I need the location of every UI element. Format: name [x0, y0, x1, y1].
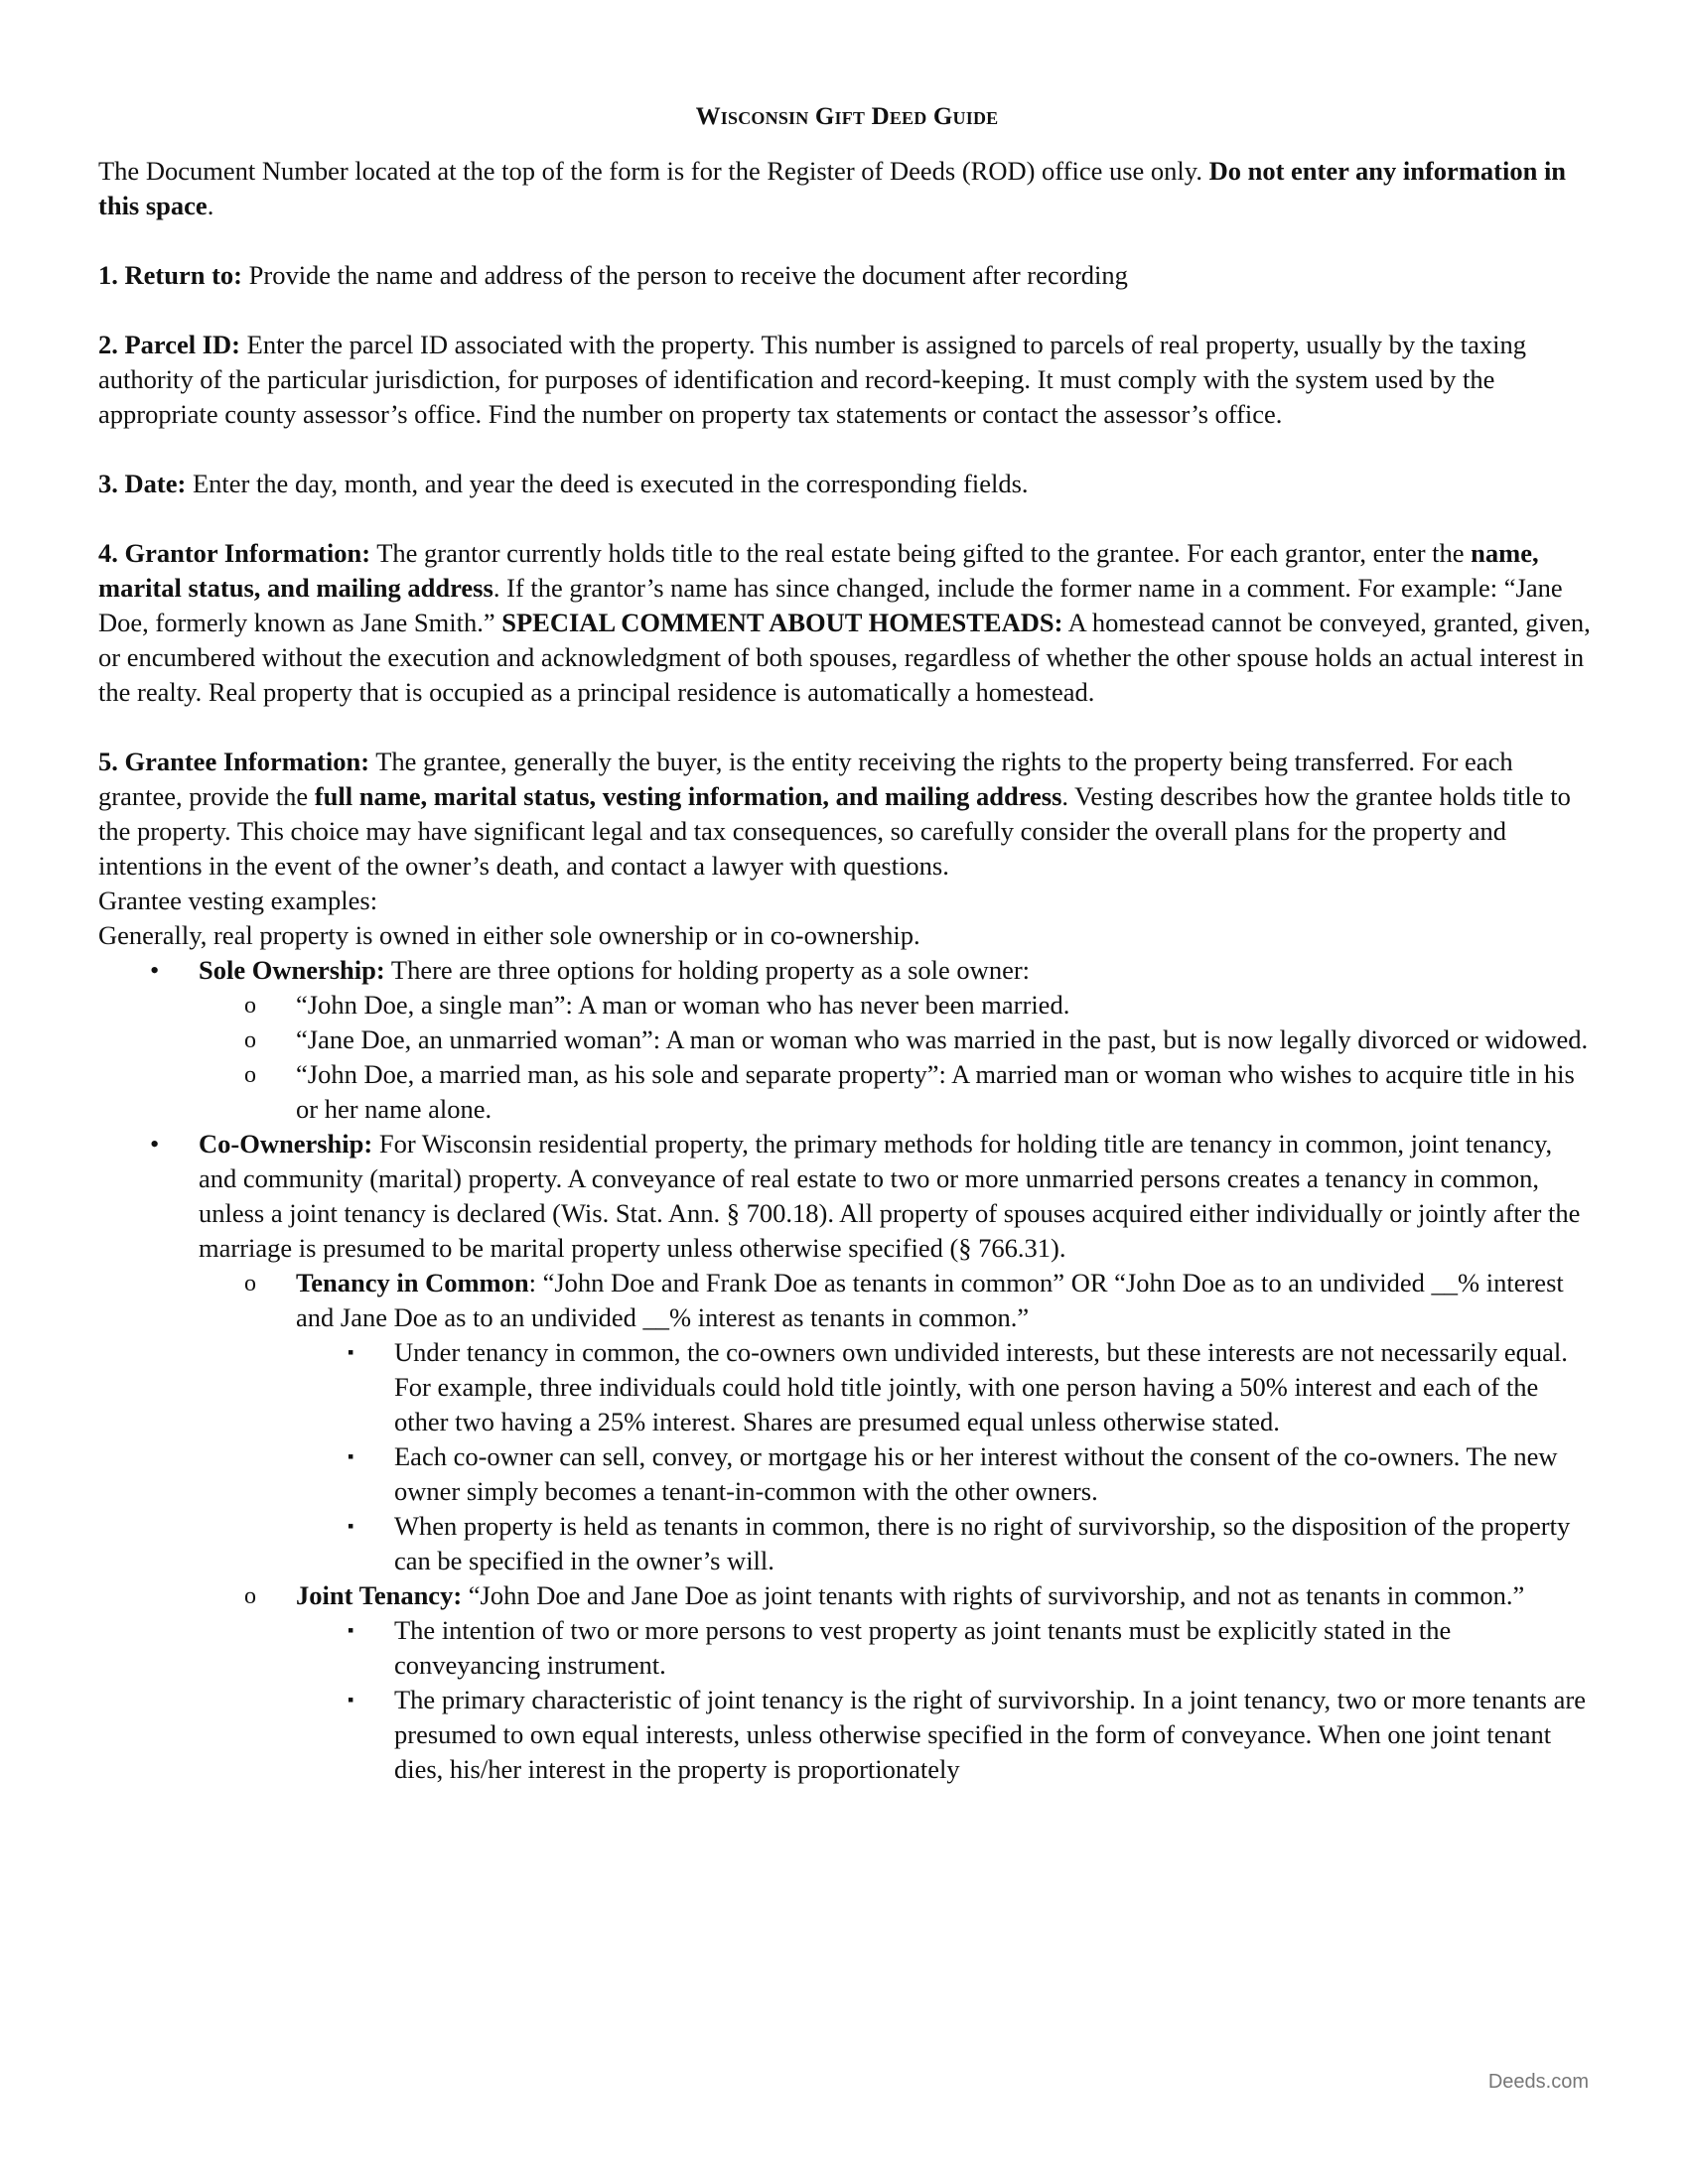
item-text: “John Doe, a single man”: A man or woman who has never been married.: [296, 990, 1070, 1020]
circle-bullet-icon: o: [244, 1027, 256, 1053]
item-label: Co-Ownership:: [199, 1129, 373, 1159]
ownership-list: [98, 953, 1596, 1787]
section-bold: SPECIAL COMMENT ABOUT HOMESTEADS:: [501, 608, 1063, 637]
bullet-icon: •: [150, 955, 160, 985]
item-text: The primary characteristic of joint tenancy is the right of survivorship. In a joint tenancy, two or more tenants are presumed to own equal interests, unless otherwise specified in the form of conveyance. When one joint tenant dies, his/her interest in the property is proportionately: [394, 1685, 1586, 1784]
section-grantee-information: [98, 745, 1596, 884]
section-text: . If the grantor’s name has since changed, include the former name in a comment. For example: “Jane Doe, formerly known as Jane Smith.”: [98, 573, 1563, 637]
circle-bullet-icon: o: [244, 993, 256, 1019]
section-label: 1. Return to:: [98, 260, 242, 290]
intro-text: The Document Number located at the top of the form is for the Register of Deeds (ROD) office use only.: [98, 156, 1209, 186]
square-bullet-icon: ▪: [348, 1620, 354, 1640]
item-text: : “John Doe and Frank Doe as tenants in common” OR “John Doe as to an undivided __% interest and Jane Doe as to an undivided __% interest as tenants in common.”: [296, 1268, 1564, 1332]
circle-bullet-icon: o: [244, 1271, 256, 1297]
square-bullet-icon: ▪: [348, 1516, 354, 1536]
list-item: [197, 1057, 1596, 1127]
bullet-icon: •: [150, 1129, 160, 1159]
footer-brand: Deeds.com: [1487, 2071, 1589, 2093]
item-label: Joint Tenancy:: [296, 1580, 463, 1610]
list-item: [296, 1335, 1596, 1439]
circle-bullet-icon: o: [244, 1583, 256, 1609]
section-date: [98, 467, 1596, 501]
item-text: When property is held as tenants in common, there is no right of survivorship, so the disposition of the property can be specified in the owner’s will.: [394, 1511, 1571, 1575]
document-body: [98, 99, 1596, 1787]
section-label: 2. Parcel ID:: [98, 330, 241, 359]
page-title: Wisconsin Gift Deed Guide: [695, 103, 999, 130]
list-item: [197, 988, 1596, 1023]
co-ownership-methods: [198, 1266, 1596, 1787]
list-item: [296, 1509, 1596, 1578]
item-text: For Wisconsin residential property, the primary methods for holding title are tenancy in common, joint tenancy, and community (marital) property. A conveyance of real estate to two or more unmarried persons creates a tenancy in common, unless a joint tenancy is declared (Wis. Stat. Ann. § 700.18). All property of spouses acquired either individually or jointly after the marriage is presumed to be marital property unless otherwise specified (§ 766.31).: [199, 1129, 1581, 1263]
list-item-tenancy-in-common: [197, 1266, 1596, 1578]
list-item: [296, 1683, 1596, 1787]
ownership-overview: Generally, real property is owned in either sole ownership or in co-ownership.: [98, 920, 920, 950]
sole-ownership-options: [198, 988, 1596, 1127]
section-label: 4. Grantor Information:: [98, 538, 371, 568]
item-label: Sole Ownership:: [199, 955, 385, 985]
intro-end: .: [207, 191, 214, 220]
intro-paragraph: [98, 154, 1596, 223]
list-item-co-ownership: [98, 1127, 1596, 1787]
square-bullet-icon: ▪: [348, 1690, 354, 1709]
square-bullet-icon: ▪: [348, 1446, 354, 1466]
list-item: [197, 1023, 1596, 1057]
section-return-to: [98, 258, 1596, 293]
item-text: “John Doe and Jane Doe as joint tenants with rights of survivorship, and not as tenants in common.”: [462, 1580, 1525, 1610]
item-text: “Jane Doe, an unmarried woman”: A man or woman who was married in the past, but is now legally divorced or widowed.: [296, 1024, 1589, 1054]
list-item-joint-tenancy: [197, 1578, 1596, 1787]
section-grantor-information: [98, 536, 1596, 710]
section-text: . Vesting describes how the grantee holds title to the property. This choice may have significant legal and tax consequences, so carefully consider the overall plans for the property and intentions in the event of the owner’s death, and contact a lawyer with questions.: [98, 781, 1571, 881]
item-text: Each co-owner can sell, convey, or mortgage his or her interest without the consent of the co-owners. The new owner simply becomes a tenant-in-common with the other owners.: [394, 1441, 1558, 1506]
item-text: There are three options for holding property as a sole owner:: [384, 955, 1031, 985]
section-label: 5. Grantee Information:: [98, 747, 370, 776]
section-bold: full name, marital status, vesting information, and mailing address: [314, 781, 1062, 811]
item-label: Tenancy in Common: [296, 1268, 529, 1297]
section-bold: name, marital status, and mailing address: [98, 538, 1539, 603]
item-text: The intention of two or more persons to vest property as joint tenants must be explicitly stated in the conveyancing instrument.: [394, 1615, 1452, 1680]
section-text: Enter the parcel ID associated with the property. This number is assigned to parcels of real property, usually by the taxing authority of the particular jurisdiction, for purposes of identification and record-keeping. It must comply with the system used by the appropriate county assessor’s office. Find the number on property tax statements or contact the assessor’s office.: [98, 330, 1526, 429]
list-item-sole-ownership: [98, 953, 1596, 1127]
list-item: [296, 1613, 1596, 1683]
section-text: A homestead cannot be conveyed, granted, given, or encumbered without the execution and acknowledgment of both spouses, regardless of whether the other spouse holds an actual interest in the realty. Real property that is occupied as a principal residence is automatically a homestead.: [98, 608, 1591, 707]
list-item: [296, 1439, 1596, 1509]
section-text: Enter the day, month, and year the deed is executed in the corresponding fields.: [186, 469, 1029, 498]
circle-bullet-icon: o: [244, 1062, 256, 1088]
section-label: 3. Date:: [98, 469, 187, 498]
section-text: The grantor currently holds title to the real estate being gifted to the grantee. For each grantor, enter the: [370, 538, 1472, 568]
section-text: Provide the name and address of the person to receive the document after recording: [242, 260, 1128, 290]
joint-tenancy-details: [296, 1613, 1596, 1787]
intro-bold: Do not enter any information in this space: [98, 156, 1567, 220]
item-text: Under tenancy in common, the co-owners own undivided interests, but these interests are not necessarily equal. For example, three individuals could hold title jointly, with one person having a 50% interest and each of the other two having a 25% interest. Shares are presumed equal unless otherwise stated.: [394, 1337, 1568, 1436]
vesting-examples-heading: Grantee vesting examples:: [98, 886, 378, 915]
item-text: “John Doe, a married man, as his sole and separate property”: A married man or woman who wishes to acquire title in his or her name alone.: [296, 1059, 1575, 1124]
tenancy-in-common-details: [296, 1335, 1596, 1578]
section-text: The grantee, generally the buyer, is the entity receiving the rights to the property being transferred. For each grantee, provide the: [98, 747, 1513, 811]
section-parcel-id: [98, 328, 1596, 432]
square-bullet-icon: ▪: [348, 1342, 354, 1362]
